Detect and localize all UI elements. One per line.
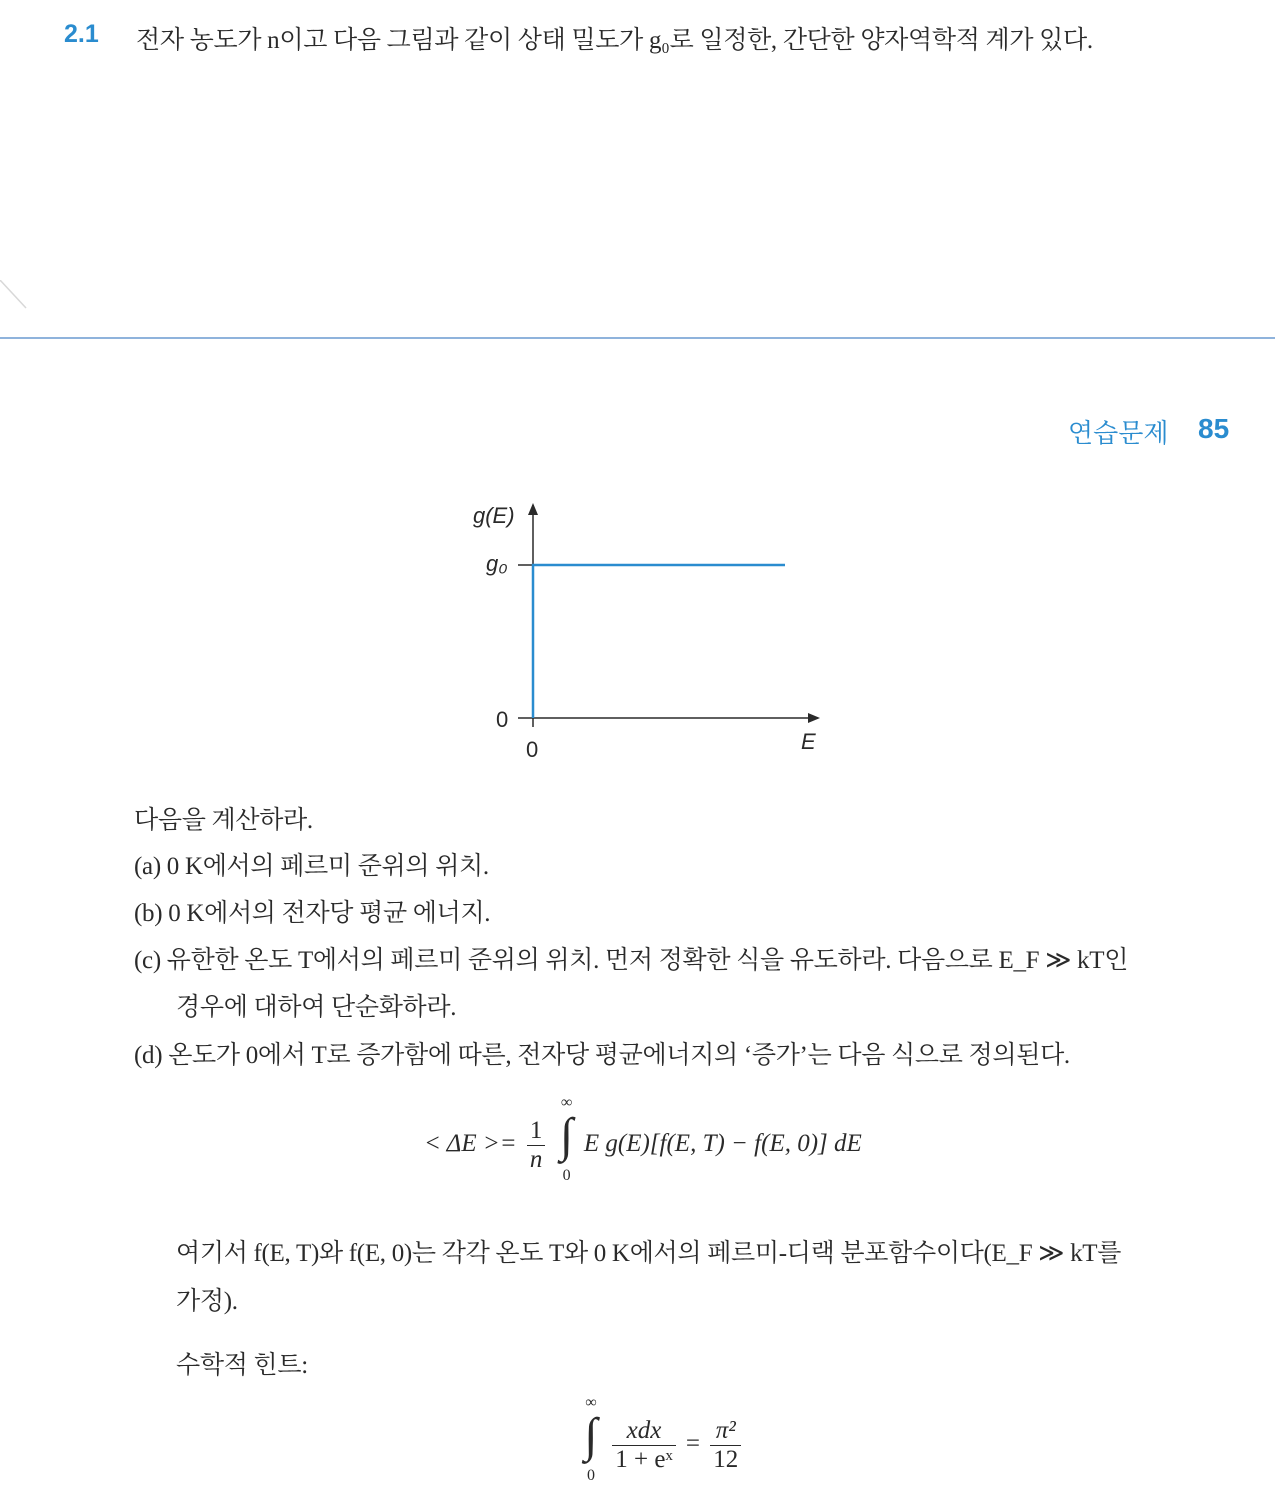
eq2-rhs-den: 12	[713, 1445, 739, 1473]
eq2-integral-sign: ∫ ∞ 0	[580, 1408, 602, 1463]
eq1-frac-num: 1	[527, 1117, 546, 1146]
item-c-line2: 경우에 대하여 단순화하라.	[176, 994, 457, 1021]
explanation-line2: 가정).	[176, 1288, 238, 1315]
explanation-line1: 여기서 f(E, T)와 f(E, 0)는 각각 온도 T와 0 K에서의 페르미-디랙 분포함수이다(E_F ≫ kT를	[176, 1240, 1122, 1267]
x-axis-label: E	[801, 729, 816, 754]
dos-curve	[533, 565, 785, 718]
eq1-integrand: E g(E)[f(E, T) − f(E, 0)] dE	[583, 1130, 862, 1157]
item-a: (a) 0 K에서의 페르미 준위의 위치.	[134, 853, 489, 880]
page-divider	[0, 337, 1275, 339]
density-of-states-graph	[440, 495, 840, 765]
eq2-rhs-num: π²	[710, 1417, 741, 1446]
eq2-upper-limit: ∞	[585, 1394, 597, 1411]
item-c-line1: (c) 유한한 온도 T에서의 페르미 준위의 위치. 먼저 정확한 식을 유도하라. 다음으로 E_F ≫ kT인	[134, 947, 1129, 974]
page-number: 85	[1198, 413, 1230, 444]
eq2-frac-den: 1 + eˣ	[615, 1445, 673, 1473]
y-level-label: g₀	[486, 551, 508, 576]
eq1-lower-limit: 0	[562, 1167, 571, 1184]
eq2-fraction	[612, 1417, 675, 1474]
eq2-lower-limit: 0	[587, 1467, 595, 1484]
section-title: 연습문제	[1068, 418, 1169, 448]
eq2-frac-num: xdx	[612, 1417, 675, 1446]
item-b: (b) 0 K에서의 전자당 평균 에너지.	[134, 900, 491, 927]
y-axis-label: g(E)	[473, 503, 515, 528]
x-zero-label: 0	[526, 737, 539, 762]
y-zero-label: 0	[496, 707, 509, 732]
problem-number: 2.1	[64, 20, 99, 48]
eq1-fraction	[527, 1117, 546, 1174]
eq2-equals: =	[685, 1430, 701, 1457]
eq1-integral-sign: ∫ ∞ 0	[556, 1108, 578, 1163]
eq1-upper-limit: ∞	[560, 1094, 573, 1111]
eq2-rhs-fraction	[710, 1417, 741, 1474]
item-d: (d) 온도가 0에서 T로 증가함에 따른, 전자당 평균에너지의 ‘증가’는 다음 식으로 정의된다.	[134, 1042, 1070, 1069]
page-corner-mark	[0, 280, 40, 320]
hint-equation	[580, 1394, 745, 1488]
hint-label: 수학적 힌트:	[176, 1352, 308, 1379]
intro-text: 다음을 계산하라.	[134, 807, 313, 834]
average-energy-equation	[424, 1094, 862, 1188]
problem-statement: 전자 농도가 n이고 다음 그림과 같이 상태 밀도가 g₀로 일정한, 간단한 양자역학적 계가 있다.	[136, 27, 1093, 54]
eq1-lhs: < ΔE >=	[424, 1130, 517, 1157]
eq1-frac-den: n	[529, 1145, 543, 1173]
